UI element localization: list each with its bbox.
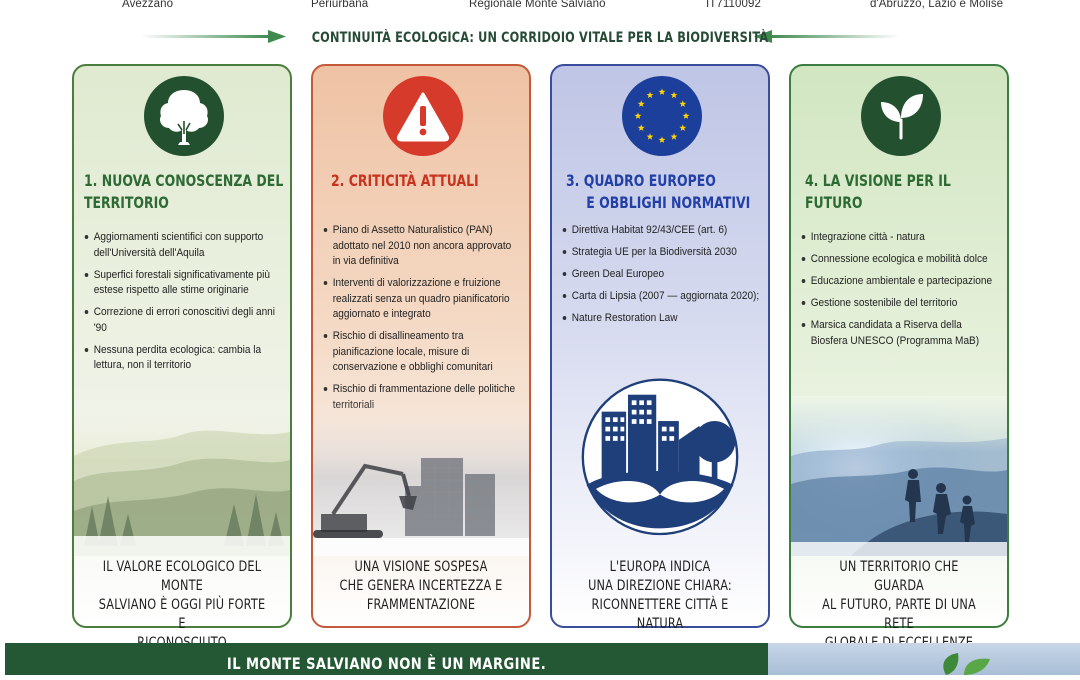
bottom-statement-band	[5, 643, 768, 675]
card-current-issues	[311, 64, 531, 628]
eu-star-icon	[679, 100, 686, 107]
ecological-continuity-banner	[0, 26, 1080, 52]
card-european-framework	[550, 64, 770, 632]
list-item: Educazione ambientale e partecipazione	[799, 274, 999, 290]
bullet-list	[799, 230, 1003, 356]
card-title: 4. LA VISIONE PER IL FUTURO	[805, 171, 951, 212]
bullet-list	[560, 223, 764, 333]
sprout-icon	[861, 76, 941, 156]
eu-star-icon	[638, 124, 645, 131]
list-item: Rischio di disallineamento tra pianificazione locale, misure di conservazione e obblighi comunitari	[321, 329, 521, 376]
list-item: Gestione sostenibile del territorio	[799, 296, 999, 312]
list-item: Nessuna perdita ecologica: cambia la lettura, non il territorio	[82, 343, 282, 374]
card-caption: IL VALORE ECOLOGICO DEL MONTE SALVIANO È OGGI PIÙ FORTE E	[98, 559, 266, 632]
bullet-list	[82, 230, 286, 380]
eu-flag-icon	[622, 76, 702, 156]
eu-star-icon	[659, 136, 666, 143]
list-item: Piano di Assetto Naturalistico (PAN) adottato nel 2010 non ancora approvato in via definitiva	[321, 223, 521, 270]
list-item: Rischio di frammentazione delle politiche	[321, 382, 521, 413]
list-item: Interventi di valorizzazione e fruizione realizzati senza un quadro pianificatorio aggiornato e integrato	[321, 276, 521, 323]
tree-icon	[144, 76, 224, 156]
list-item: Superfici forestali significativamente più estese rispetto alle stime originarie	[82, 268, 282, 299]
card-caption: UN TERRITORIO CHE GUARDA AL FUTURO, PARTE DI UNA RETE	[822, 559, 976, 632]
top-label: Regionale Monte Salviano	[469, 0, 606, 10]
eu-star-icon	[647, 92, 654, 99]
card-caption: L'EUROPA INDICA UNA DIREZIONE CHIARA: RICONNETTERE CITTÀ E NATURA	[588, 559, 732, 632]
warning-icon	[383, 76, 463, 156]
top-label: Avezzano	[122, 0, 174, 10]
misty-mountain-forest-image	[74, 396, 290, 556]
top-label: d'Abruzzo, Lazio e Molise	[870, 0, 1004, 10]
list-item: Correzione di errori conoscitivi degli anni '90	[82, 305, 282, 336]
banner-title: CONTINUITÀ ECOLOGICA: UN CORRIDOIO VITALE PER LA BIODIVERSITÀ	[311, 30, 769, 46]
eu-star-icon	[635, 112, 642, 119]
bottom-leaf-photo	[768, 643, 1080, 675]
bullet-list	[321, 223, 525, 420]
card-title: 2. CRITICITÀ ATTUALI	[331, 171, 479, 190]
list-item: Strategia UE per la Biodiversità 2030	[560, 245, 760, 261]
list-item: Connessione ecologica e mobilità dolce	[799, 252, 999, 268]
top-label: Periurbana	[311, 0, 369, 10]
list-item: Marsica candidata a Riserva della Biosfera UNESCO (Programma MaB)	[799, 318, 999, 349]
eu-star-icon	[671, 133, 678, 140]
eu-star-icon	[638, 100, 645, 107]
eu-star-icon	[683, 112, 690, 119]
bottom-title: IL MONTE SALVIANO NON È UN MARGINE.	[226, 654, 547, 673]
top-labels-row	[0, 0, 1080, 14]
eu-star-icon	[659, 88, 666, 95]
hikers-sunrise-image	[791, 396, 1007, 556]
eu-star-icon	[647, 133, 654, 140]
card-title: 3. QUADRO EUROPEO E OBBLIGHI NORMATIVI	[566, 171, 751, 212]
top-label: IT7110092	[706, 0, 762, 10]
list-item: Green Deal Europeo	[560, 267, 760, 283]
eu-star-icon	[671, 92, 678, 99]
card-caption: UNA VISIONE SOSPESA CHE GENERA INCERTEZZA E FRAMMENTAZIONE	[339, 559, 503, 613]
list-item: Direttiva Habitat 92/43/CEE (art. 6)	[560, 223, 760, 239]
eu-star-icon	[679, 124, 686, 131]
card-future-vision	[789, 64, 1009, 632]
city-nature-emblem-image	[552, 374, 768, 534]
leaf-icon	[768, 643, 1080, 675]
list-item: Aggiornamenti scientifici con supporto dell'Università dell'Aquila	[82, 230, 282, 261]
card-title: 1. NUOVA CONOSCENZA DEL TERRITORIO	[84, 171, 284, 212]
list-item: Nature Restoration Law	[560, 311, 760, 327]
list-item: Integrazione città - natura	[799, 230, 999, 246]
list-item: Carta di Lipsia (2007 — aggiornata 2020);	[560, 289, 760, 305]
construction-site-image	[313, 396, 529, 556]
card-new-knowledge	[72, 64, 292, 632]
